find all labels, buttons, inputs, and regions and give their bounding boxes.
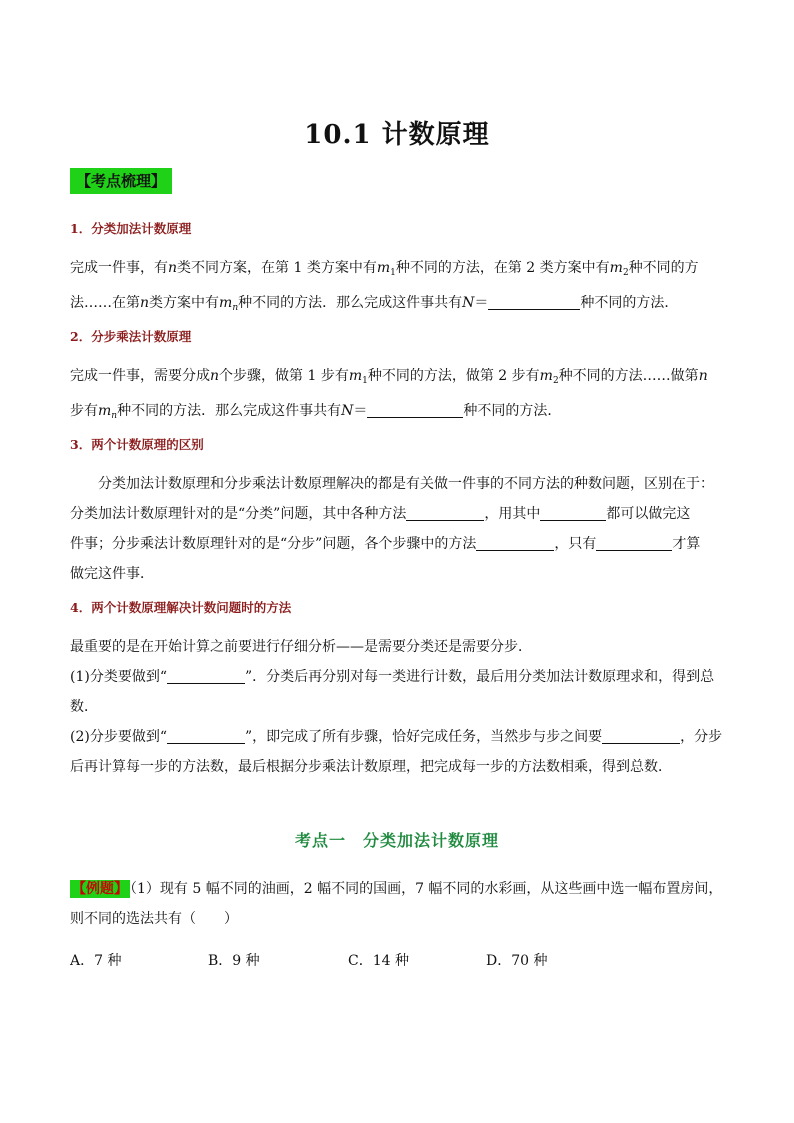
answer-blank[interactable] bbox=[602, 727, 680, 744]
page-title: 10.1 计数原理 bbox=[304, 120, 490, 150]
example-tag: 【例题】 bbox=[72, 881, 128, 897]
example-text: 【例题】 （1）现有 5 幅不同的油画，2 幅不同的国画，7 幅不同的水彩画，从这些画中选一幅布置房间， 则不同的选法共有（ ） bbox=[70, 881, 723, 927]
answer-blank[interactable] bbox=[540, 504, 606, 521]
section-heading-kaodian-1: 考点一 分类加法计数原理 bbox=[294, 831, 499, 850]
answer-blank[interactable] bbox=[167, 727, 245, 744]
section-2-heading: 2．分步乘法计数原理 bbox=[70, 329, 192, 344]
option-a[interactable]: A．7 种 bbox=[70, 953, 122, 969]
option-c[interactable]: C．14 种 bbox=[348, 953, 409, 969]
section-1-text: 完成一件事，有n类不同方案，在第 1 类方案中有$m_1$种不同的方法，在第 2 类方案中有$m_2$种不同的方 法……在第n类方案中有$m_n$种不同的方法．那么完成这件事共有N＝ 种不同的方法． bbox=[70, 260, 699, 313]
answer-blank[interactable] bbox=[476, 534, 554, 551]
answer-blank[interactable] bbox=[167, 667, 245, 684]
option-d[interactable]: D．70 种 bbox=[486, 953, 548, 969]
section-4-text: 最重要的是在开始计算之前要进行仔细分析——是需要分类还是需要分步． (1)分类要做到“ ”．分类后再分别对每一类进行计数，最后用分类加法计数原理求和，得到总 数． (2)分步要做到“ ”，即完成了所有步骤，恰好完成任务，当然步与步之间要 ，分步 后再计算每一步的方法数，最后根据分步乘法计数原理，把完成每一步的方法数相乘，得到总数． bbox=[70, 639, 723, 775]
answer-blank[interactable] bbox=[367, 401, 463, 418]
answer-blank[interactable] bbox=[596, 534, 672, 551]
key-points-tag: 【考点梳理】 bbox=[70, 168, 172, 194]
section-3-heading: 3．两个计数原理的区别 bbox=[70, 437, 204, 452]
answer-blank[interactable] bbox=[406, 504, 484, 521]
section-3-text: 分类加法计数原理和分步乘法计数原理解决的都是有关做一件事的不同方法的种数问题，区别在于： 分类加法计数原理针对的是“分类”问题，其中各种方法 ，用其中 都可以做完这 件事；分步乘法计数原理针对的是“分步”问题，各个步骤中的方法 ，只有 才算 做完这件事． bbox=[70, 476, 714, 582]
option-b[interactable]: B．9 种 bbox=[208, 953, 260, 969]
section-4-heading: 4．两个计数原理解决计数问题时的方法 bbox=[70, 600, 292, 615]
section-1-heading: 1．分类加法计数原理 bbox=[70, 221, 192, 236]
section-2-text: 完成一件事，需要分成n个步骤，做第 1 步有$m_1$种不同的方法，做第 2 步有$m_2$种不同的方法……做第n 步有$m_n$种不同的方法．那么完成这件事共有N＝ 种不同的方法． bbox=[70, 368, 708, 421]
answer-blank[interactable] bbox=[488, 293, 580, 310]
